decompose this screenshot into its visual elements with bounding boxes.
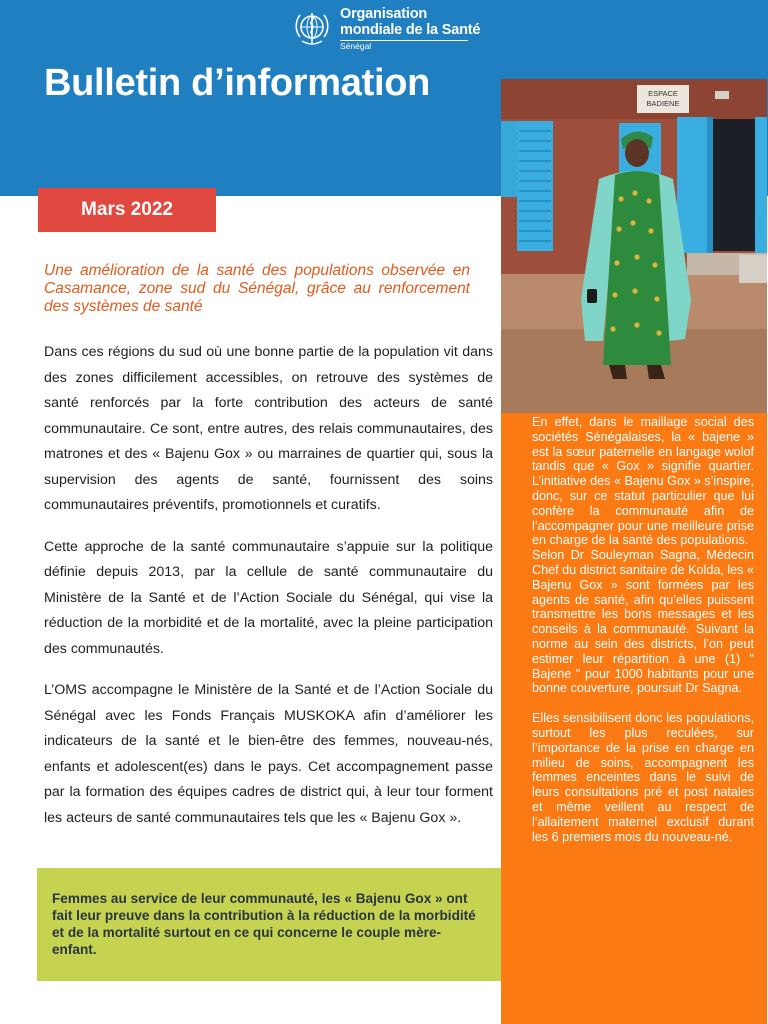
org-name-line2: mondiale de la Santé: [340, 21, 481, 38]
body-paragraph-2: Cette approche de la santé communautaire s’appuie sur la politique définie depuis 2013, par la cellule de santé communautaire du Ministère de la Santé et de l’Action Sociale du Sénégal, qui vise la réduction de la morbidité et de la mortalité, avec la pleine participation des communautés.: [44, 538, 493, 657]
who-emblem-icon: [290, 7, 334, 51]
org-country: Sénégal: [340, 40, 372, 51]
body-paragraph-3: L’OMS accompagne le Ministère de la Santé et de l’Action Sociale du Sénégal avec les Fonds Français MUSKOKA afin d’améliorer les indicateurs de la santé et le bien-être des femmes, nouveau-nés, enfants et adolescent(es) dans le pays. Cet accompagnement passe par la formation des équipes cadres de district qui, à leur tour forment les acteurs de santé communautaires tels que les « Bajenu Gox ».: [44, 682, 493, 826]
sidebar-paragraph-3: Elles sensibilisent donc les populations, surtout les plus reculées, sur l’importance de la prise en charge en milieu de soins, accompagnent les femmes enceintes dans le suivi de leurs consultations pré et post natales et même veillent au respect de l’allaitement maternel exclusif durant les 6 premiers mois du nouveau-né.: [532, 711, 754, 844]
photo-sign-line1: ESPACE: [648, 89, 678, 98]
article-subtitle: Une amélioration de la santé des populations observée en Casamance, zone sud du Sénégal, grâce au renforcement des systèmes de santé: [44, 262, 470, 315]
org-name: [340, 7, 480, 50]
callout-text: Femmes au service de leur communauté, les « Bajenu Gox » ont fait leur preuve dans la contribution à la réduction de la morbidité et de la mortalité surtout en ce qui concerne le couple mère-enfant.: [52, 891, 476, 957]
page-title: Bulletin d’information: [44, 62, 431, 104]
sidebar-paragraph-1: En effet, dans le maillage social des sociétés Sénégalaises, la « bajene » est la sœur paternelle en langage wolof tandis que « Gox » signifie quartier. L’initiative des « Bajenu Gox » s’inspire, donc, sur ce statut particulier que lui confère la communauté afin de l’accompagner pour une meilleure prise en charge de la santé des populations.: [532, 415, 754, 548]
highlight-callout: [37, 868, 501, 981]
photo-illustration: [501, 79, 767, 413]
who-logo: [290, 6, 480, 52]
photo-sign-line2: BADIENE: [646, 99, 680, 108]
sidebar-paragraph-2: Selon Dr Souleyman Sagna, Médecin Chef du district sanitaire de Kolda, les « Bajenu Gox » sont formées par les agents de santé, afin qu’elles puissent transmettre les bons messages et les conseils à la communauté. Suivant la norme au sein des districts, l’on peut estimer leur répartition à une (1) " Bajene " pour 1000 habitants pour une bonne couverture, poursuit Dr Sagna.: [532, 548, 754, 696]
date-badge: Mars 2022: [38, 188, 216, 232]
org-name-line1: Organisation: [340, 6, 428, 23]
article-body: [44, 340, 493, 847]
body-paragraph-1: Dans ces régions du sud où une bonne partie de la population vit dans des zones difficilement accessibles, on retrouve des systèmes de santé renforcés par la forte contribution des acteurs de santé communautaire. Ce sont, entre autres, des relais communautaires, des matrones et des « Bajenu Gox » ou marraines de quartier qui, sous la supervision des agents de santé, fournissent des soins communautaires préventifs, promotionnels et curatifs.: [44, 344, 493, 513]
bajenu-gox-photo: [501, 79, 767, 413]
sidebar-panel: [501, 413, 767, 1024]
